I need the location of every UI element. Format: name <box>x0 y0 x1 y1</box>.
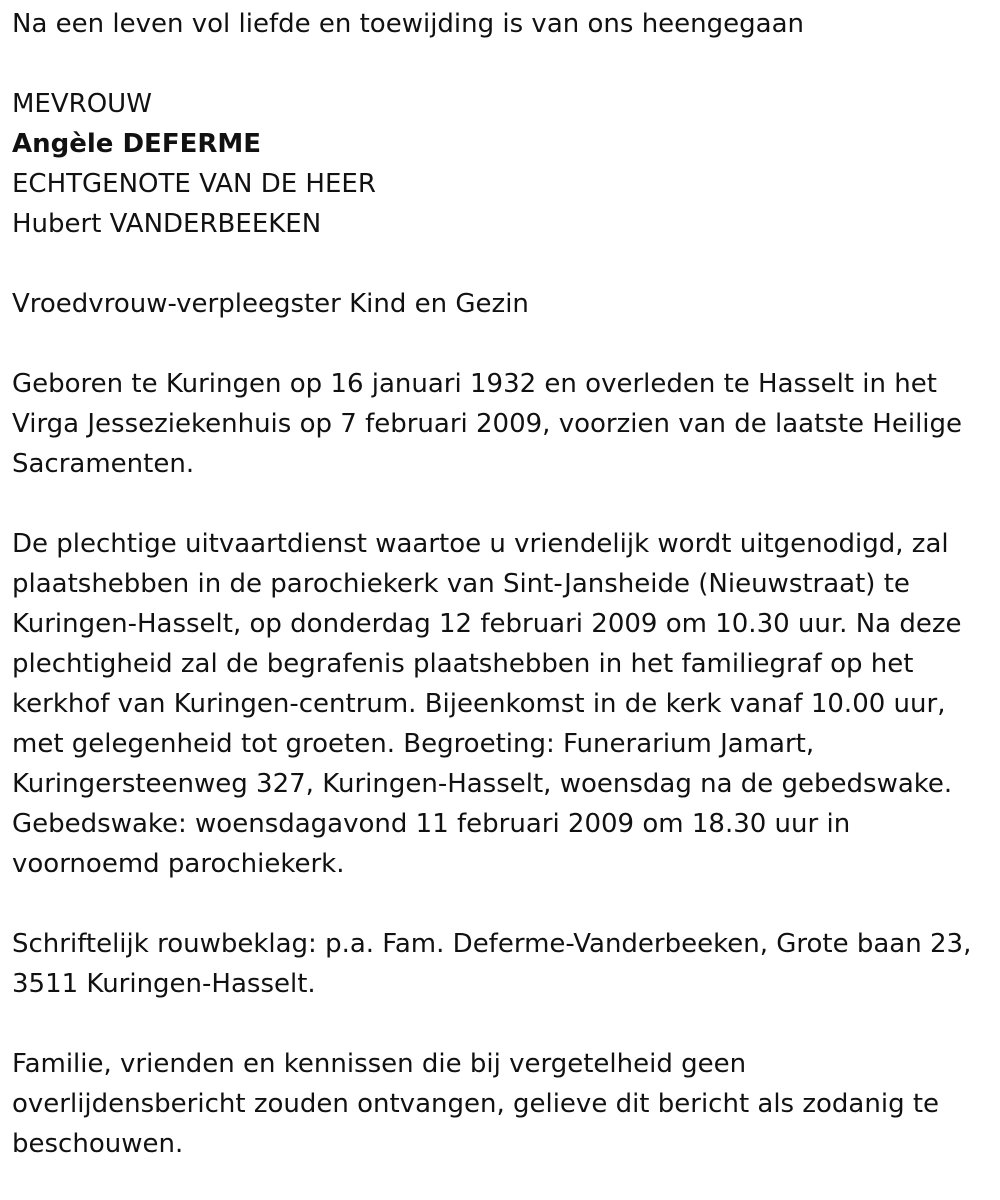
paragraph-line: Kuringen-Hasselt, op donderdag 12 februari 2009 om 10.30 uur. Na deze <box>12 609 962 639</box>
paragraph-line: beschouwen. <box>12 1129 184 1159</box>
paragraph-line: plechtigheid zal de begrafenis plaatshebben in het familiegraf op het <box>12 649 914 679</box>
paragraph-line: 3511 Kuringen-Hasselt. <box>12 969 316 999</box>
spacer <box>12 884 1000 924</box>
paragraph-line: Schriftelijk rouwbeklag: p.a. Fam. Deferme-Vanderbeeken, Grote baan 23, <box>12 929 972 959</box>
spacer <box>12 244 1000 284</box>
deceased-name: Angèle DEFERME <box>12 129 261 159</box>
paragraph-line: met gelegenheid tot groeten. Begroeting: Funerarium Jamart, <box>12 729 815 759</box>
spacer <box>12 44 1000 84</box>
paragraph-line: Gebedswake: woensdagavond 11 februari 2009 om 18.30 uur in <box>12 809 851 839</box>
paragraph-line: De plechtige uitvaartdienst waartoe u vriendelijk wordt uitgenodigd, zal <box>12 529 949 559</box>
condolences-paragraph <box>12 924 1000 1004</box>
spacer <box>12 324 1000 364</box>
birth-death-paragraph <box>12 364 1000 484</box>
closing-paragraph <box>12 1044 1000 1164</box>
paragraph-line: plaatshebben in de parochiekerk van Sint-Jansheide (Nieuwstraat) te <box>12 569 910 599</box>
deceased-block <box>12 84 1000 244</box>
spouse-name: Hubert VANDERBEEKEN <box>12 209 322 239</box>
paragraph-line: Sacramenten. <box>12 449 195 479</box>
paragraph-line: Virga Jesseziekenhuis op 7 februari 2009, voorzien van de laatste Heilige <box>12 409 963 439</box>
paragraph-line: kerkhof van Kuringen-centrum. Bijeenkomst in de kerk vanaf 10.00 uur, <box>12 689 946 719</box>
spacer <box>12 484 1000 524</box>
spouse-relation: ECHTGENOTE VAN DE HEER <box>12 169 376 199</box>
funeral-paragraph <box>12 524 1000 884</box>
paragraph-line: voornoemd parochiekerk. <box>12 849 345 879</box>
paragraph-line: overlijdensbericht zouden ontvangen, gelieve dit bericht als zodanig te <box>12 1089 940 1119</box>
occupation-text: Vroedvrouw-verpleegster Kind en Gezin <box>12 289 529 319</box>
deceased-title: MEVROUW <box>12 89 152 119</box>
paragraph-line: Kuringersteenweg 327, Kuringen-Hasselt, woensdag na de gebedswake. <box>12 769 953 799</box>
spacer <box>12 1004 1000 1044</box>
paragraph-line: Geboren te Kuringen op 16 januari 1932 en overleden te Hasselt in het <box>12 369 937 399</box>
intro-text: Na een leven vol liefde en toewijding is van ons heengegaan <box>12 9 804 39</box>
paragraph-line: Familie, vrienden en kennissen die bij vergetelheid geen <box>12 1049 747 1079</box>
